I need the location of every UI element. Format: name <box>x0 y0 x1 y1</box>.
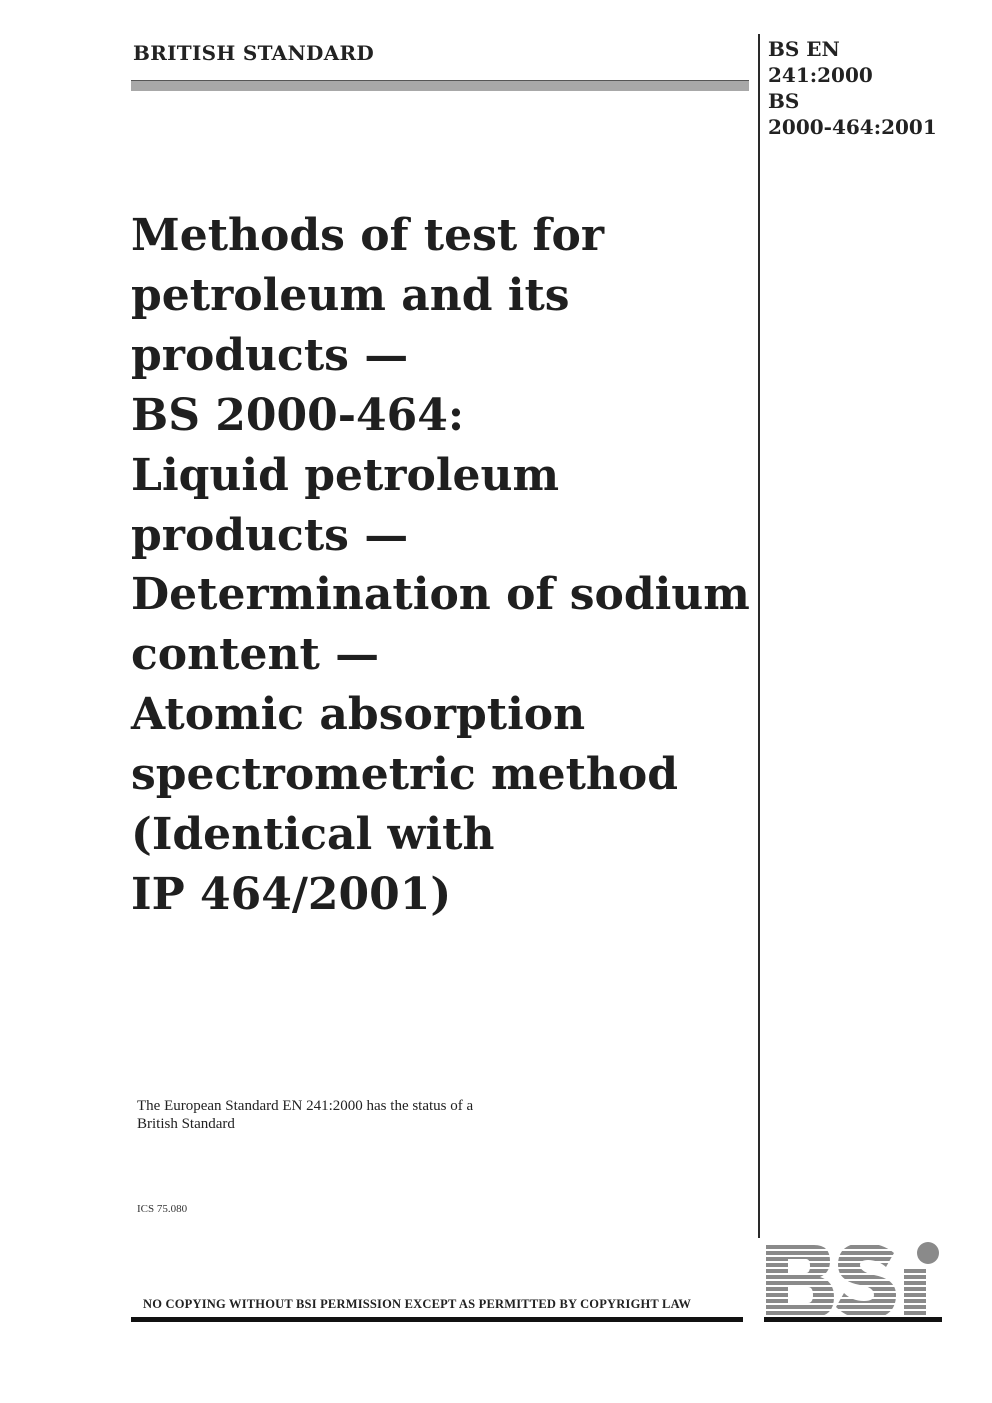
title-line: Methods of test for <box>131 210 604 261</box>
title-line: (Identical with <box>131 809 495 861</box>
title-line: BS 2000-464: <box>131 389 465 441</box>
standard-numbers <box>768 36 937 140</box>
title-line: IP 464/2001) <box>131 868 452 920</box>
copyright-notice: NO COPYING WITHOUT BSI PERMISSION EXCEPT AS PERMITTED BY COPYRIGHT LAW <box>143 1297 692 1311</box>
title-line: content — <box>131 629 380 681</box>
ics-code: ICS 75.080 <box>137 1203 188 1215</box>
footer-rule <box>131 1317 743 1322</box>
title-line: petroleum and its <box>131 269 570 321</box>
standard-number-line: BS <box>768 89 800 113</box>
status-note-line: British Standard <box>137 1116 235 1132</box>
document-type-label: BRITISH STANDARD <box>133 41 375 65</box>
header-rule <box>131 81 749 91</box>
title-line: Atomic absorption <box>131 689 586 741</box>
bsi-logo-icon <box>764 1239 942 1325</box>
logo-rule <box>764 1317 942 1322</box>
status-note <box>137 1097 473 1133</box>
document-title <box>131 206 751 925</box>
title-line: products — <box>131 329 409 381</box>
standard-number-line: BS EN <box>768 37 840 61</box>
title-line: spectrometric method <box>131 749 679 801</box>
title-line: Determination of sodium <box>131 569 750 621</box>
standard-number-line: 2000-464:2001 <box>768 115 937 139</box>
standard-number-line: 241:2000 <box>768 63 873 87</box>
vertical-divider <box>758 34 760 1238</box>
title-line: products — <box>131 509 409 561</box>
status-note-line: The European Standard EN 241:2000 has the status of a <box>137 1098 474 1114</box>
title-line: Liquid petroleum <box>131 449 560 501</box>
